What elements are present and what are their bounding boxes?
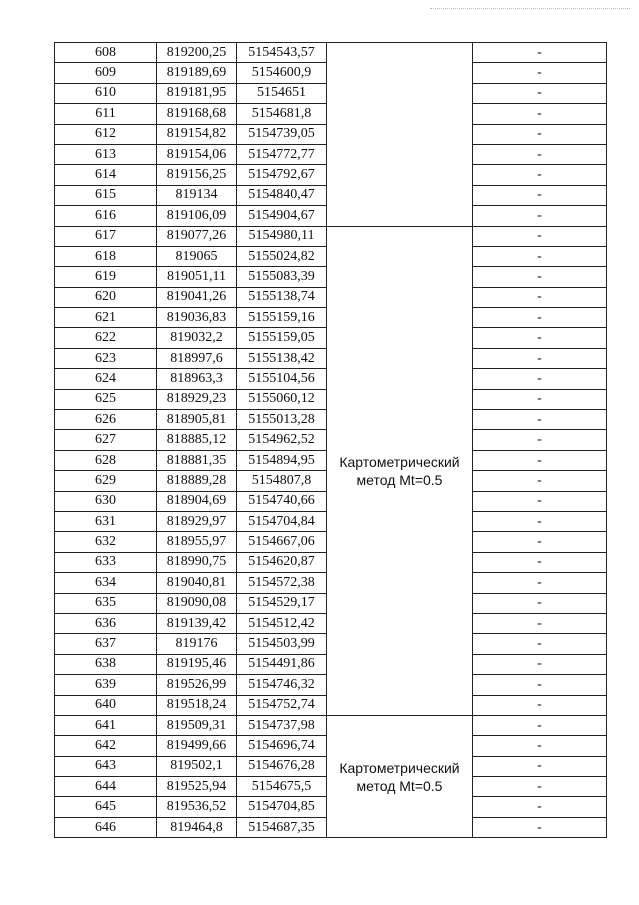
cell-val: - <box>473 634 607 654</box>
cell-x: 819168,68 <box>157 104 237 124</box>
cell-x: 819200,25 <box>157 43 237 63</box>
cell-y: 5154503,99 <box>237 634 327 654</box>
method-cell <box>327 226 473 715</box>
cell-n: 645 <box>55 797 157 817</box>
cell-n: 632 <box>55 532 157 552</box>
cell-n: 619 <box>55 267 157 287</box>
method-line-2: метод Mt=0.5 <box>356 777 443 794</box>
cell-y: 5154676,28 <box>237 756 327 776</box>
cell-val: - <box>473 389 607 409</box>
method-cell <box>327 43 473 227</box>
cell-x: 819106,09 <box>157 206 237 226</box>
cell-y: 5154904,67 <box>237 206 327 226</box>
cell-n: 616 <box>55 206 157 226</box>
cell-y: 5154894,95 <box>237 450 327 470</box>
cell-val: - <box>473 206 607 226</box>
cell-x: 819139,42 <box>157 613 237 633</box>
cell-n: 620 <box>55 287 157 307</box>
cell-y: 5155013,28 <box>237 410 327 430</box>
cell-y: 5155104,56 <box>237 369 327 389</box>
cell-n: 621 <box>55 308 157 328</box>
cell-x: 819154,82 <box>157 124 237 144</box>
cell-val: - <box>473 226 607 246</box>
table-row <box>55 43 607 63</box>
cell-n: 630 <box>55 491 157 511</box>
cell-val: - <box>473 797 607 817</box>
cell-val: - <box>473 63 607 83</box>
cell-x: 818904,69 <box>157 491 237 511</box>
cell-x: 819077,26 <box>157 226 237 246</box>
method-cell <box>327 715 473 837</box>
cell-n: 633 <box>55 552 157 572</box>
cell-x: 819040,81 <box>157 573 237 593</box>
cell-val: - <box>473 165 607 185</box>
cell-val: - <box>473 593 607 613</box>
cell-val: - <box>473 144 607 164</box>
cell-y: 5154572,38 <box>237 573 327 593</box>
cell-n: 617 <box>55 226 157 246</box>
cell-x: 819518,24 <box>157 695 237 715</box>
cell-n: 625 <box>55 389 157 409</box>
cell-val: - <box>473 267 607 287</box>
cell-y: 5154529,17 <box>237 593 327 613</box>
cell-y: 5154696,74 <box>237 736 327 756</box>
cell-x: 819032,2 <box>157 328 237 348</box>
cell-n: 624 <box>55 369 157 389</box>
cell-n: 639 <box>55 675 157 695</box>
cell-y: 5154491,86 <box>237 654 327 674</box>
cell-n: 613 <box>55 144 157 164</box>
cell-n: 634 <box>55 573 157 593</box>
cell-val: - <box>473 369 607 389</box>
cell-val: - <box>473 104 607 124</box>
cell-n: 612 <box>55 124 157 144</box>
cell-val: - <box>473 491 607 511</box>
cell-n: 622 <box>55 328 157 348</box>
cell-y: 5155083,39 <box>237 267 327 287</box>
cell-x: 819525,94 <box>157 777 237 797</box>
cell-y: 5154687,35 <box>237 817 327 837</box>
cell-val: - <box>473 328 607 348</box>
cell-val: - <box>473 817 607 837</box>
cell-n: 628 <box>55 450 157 470</box>
cell-y: 5154512,42 <box>237 613 327 633</box>
cell-val: - <box>473 185 607 205</box>
cell-y: 5154620,87 <box>237 552 327 572</box>
cell-val: - <box>473 777 607 797</box>
method-line-2: метод Mt=0.5 <box>356 471 443 488</box>
cell-x: 818881,35 <box>157 450 237 470</box>
cell-x: 819499,66 <box>157 736 237 756</box>
cell-n: 609 <box>55 63 157 83</box>
cell-x: 819065 <box>157 246 237 266</box>
cell-val: - <box>473 348 607 368</box>
cell-x: 819509,31 <box>157 715 237 735</box>
cell-y: 5155138,42 <box>237 348 327 368</box>
cell-val: - <box>473 511 607 531</box>
cell-x: 818990,75 <box>157 552 237 572</box>
cell-n: 626 <box>55 410 157 430</box>
cell-val: - <box>473 552 607 572</box>
cell-y: 5154962,52 <box>237 430 327 450</box>
cell-x: 819041,26 <box>157 287 237 307</box>
method-line-1: Картометрический <box>339 759 460 776</box>
cell-x: 818997,6 <box>157 348 237 368</box>
cell-val: - <box>473 83 607 103</box>
cell-n: 623 <box>55 348 157 368</box>
cell-n: 644 <box>55 777 157 797</box>
cell-y: 5155024,82 <box>237 246 327 266</box>
cell-n: 638 <box>55 654 157 674</box>
cell-x: 818905,81 <box>157 410 237 430</box>
cell-x: 819502,1 <box>157 756 237 776</box>
cell-val: - <box>473 532 607 552</box>
cell-y: 5154704,84 <box>237 511 327 531</box>
cell-x: 819154,06 <box>157 144 237 164</box>
cell-y: 5154840,47 <box>237 185 327 205</box>
cell-y: 5154807,8 <box>237 471 327 491</box>
cell-val: - <box>473 471 607 491</box>
cell-n: 636 <box>55 613 157 633</box>
cell-x: 818889,28 <box>157 471 237 491</box>
cell-n: 615 <box>55 185 157 205</box>
cell-val: - <box>473 450 607 470</box>
cell-n: 646 <box>55 817 157 837</box>
cell-n: 641 <box>55 715 157 735</box>
cell-x: 819526,99 <box>157 675 237 695</box>
cell-val: - <box>473 613 607 633</box>
cell-x: 819036,83 <box>157 308 237 328</box>
cell-y: 5154792,67 <box>237 165 327 185</box>
cell-y: 5155060,12 <box>237 389 327 409</box>
cell-val: - <box>473 736 607 756</box>
cell-val: - <box>473 43 607 63</box>
cell-n: 614 <box>55 165 157 185</box>
cell-val: - <box>473 308 607 328</box>
cell-x: 819536,52 <box>157 797 237 817</box>
top-rule <box>430 8 630 10</box>
cell-y: 5154740,66 <box>237 491 327 511</box>
table-row <box>55 715 607 735</box>
cell-y: 5154600,9 <box>237 63 327 83</box>
cell-y: 5154667,06 <box>237 532 327 552</box>
cell-n: 631 <box>55 511 157 531</box>
cell-n: 637 <box>55 634 157 654</box>
cell-n: 643 <box>55 756 157 776</box>
cell-y: 5155138,74 <box>237 287 327 307</box>
cell-val: - <box>473 695 607 715</box>
cell-y: 5154737,98 <box>237 715 327 735</box>
cell-val: - <box>473 675 607 695</box>
cell-y: 5154746,32 <box>237 675 327 695</box>
cell-val: - <box>473 573 607 593</box>
cell-x: 818955,97 <box>157 532 237 552</box>
cell-y: 5154739,05 <box>237 124 327 144</box>
cell-x: 819176 <box>157 634 237 654</box>
cell-n: 640 <box>55 695 157 715</box>
cell-x: 819156,25 <box>157 165 237 185</box>
cell-y: 5154651 <box>237 83 327 103</box>
cell-x: 819181,95 <box>157 83 237 103</box>
table-row <box>55 226 607 246</box>
cell-x: 819195,46 <box>157 654 237 674</box>
cell-y: 5155159,16 <box>237 308 327 328</box>
cell-x: 819464,8 <box>157 817 237 837</box>
method-line-1: Картометрический <box>339 453 460 470</box>
cell-n: 627 <box>55 430 157 450</box>
cell-x: 818885,12 <box>157 430 237 450</box>
cell-y: 5154980,11 <box>237 226 327 246</box>
cell-n: 610 <box>55 83 157 103</box>
cell-x: 819090,08 <box>157 593 237 613</box>
cell-val: - <box>473 124 607 144</box>
cell-val: - <box>473 287 607 307</box>
cell-y: 5154772,77 <box>237 144 327 164</box>
cell-y: 5154681,8 <box>237 104 327 124</box>
cell-y: 5155159,05 <box>237 328 327 348</box>
cell-n: 611 <box>55 104 157 124</box>
cell-val: - <box>473 654 607 674</box>
cell-y: 5154675,5 <box>237 777 327 797</box>
cell-val: - <box>473 410 607 430</box>
cell-n: 635 <box>55 593 157 613</box>
cell-x: 818929,97 <box>157 511 237 531</box>
cell-val: - <box>473 246 607 266</box>
cell-val: - <box>473 715 607 735</box>
cell-x: 819051,11 <box>157 267 237 287</box>
cell-x: 819189,69 <box>157 63 237 83</box>
cell-y: 5154543,57 <box>237 43 327 63</box>
cell-n: 629 <box>55 471 157 491</box>
cell-val: - <box>473 430 607 450</box>
coordinates-table <box>54 42 607 838</box>
cell-y: 5154752,74 <box>237 695 327 715</box>
cell-n: 608 <box>55 43 157 63</box>
cell-x: 819134 <box>157 185 237 205</box>
cell-x: 818929,23 <box>157 389 237 409</box>
cell-x: 818963,3 <box>157 369 237 389</box>
cell-val: - <box>473 756 607 776</box>
cell-y: 5154704,85 <box>237 797 327 817</box>
cell-n: 618 <box>55 246 157 266</box>
cell-n: 642 <box>55 736 157 756</box>
